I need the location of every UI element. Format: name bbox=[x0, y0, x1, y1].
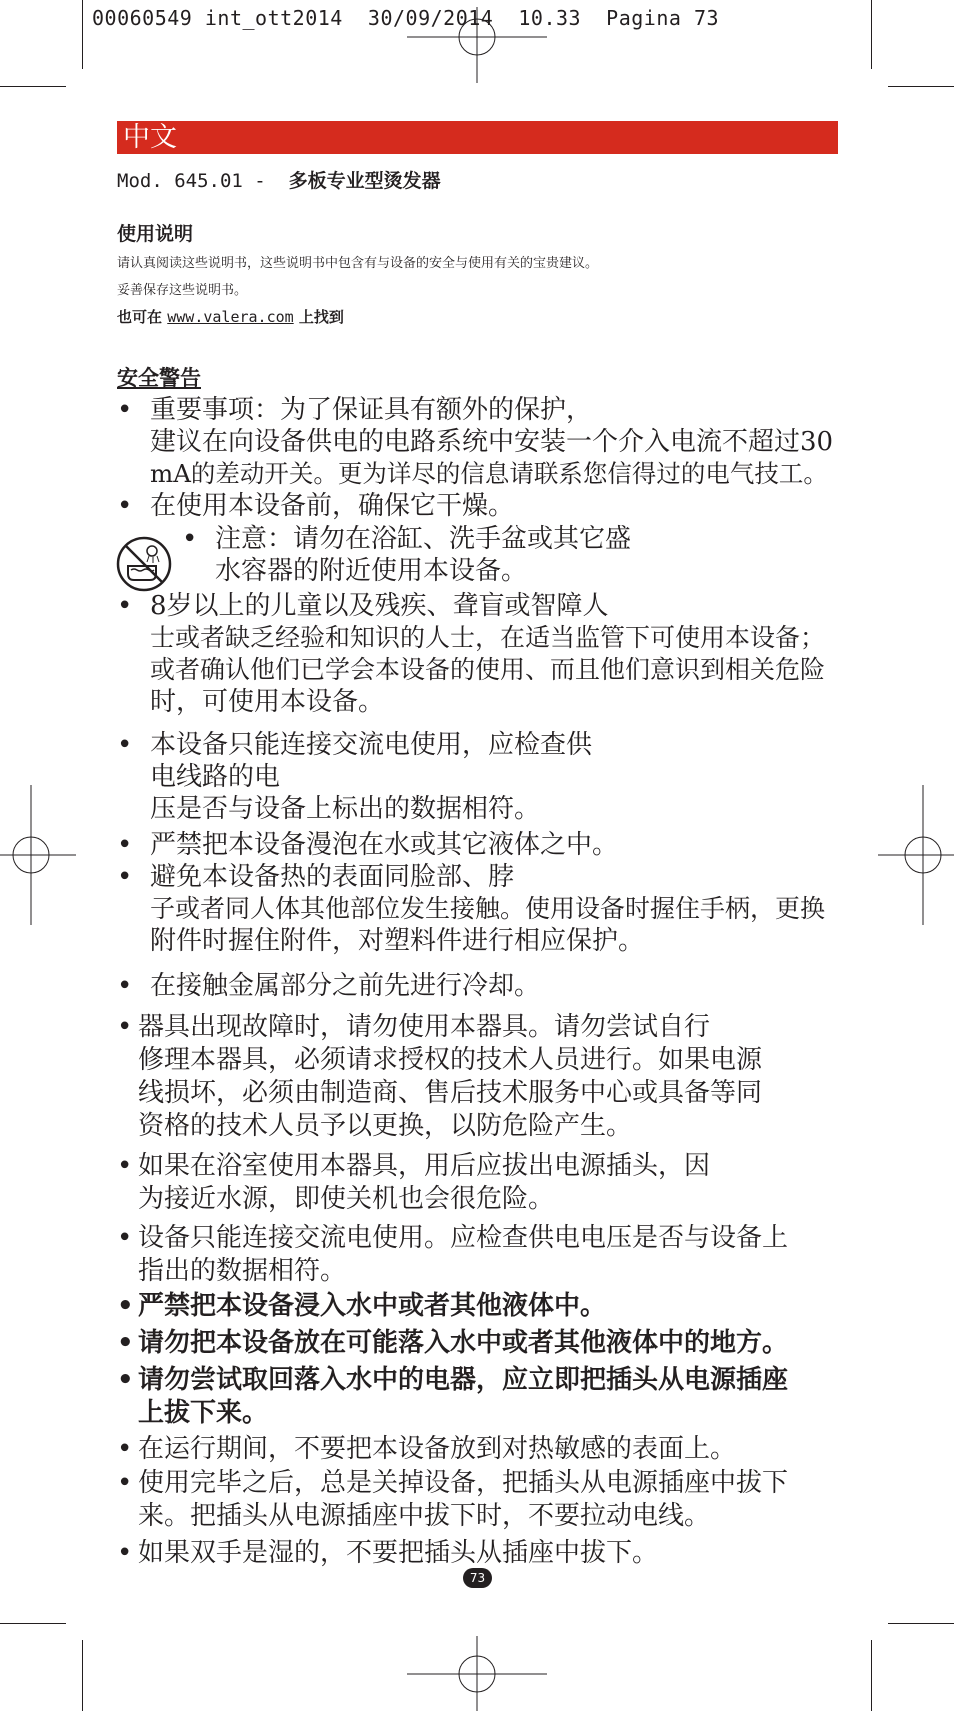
bullet: • bbox=[117, 1328, 134, 1358]
intro-text: 请认真阅读这些说明书，这些说明书中包含有与设备的安全与使用有关的宝贵建议。 bbox=[117, 256, 599, 271]
print-slug: 00060549 int_ott2014 30/09/2014 10.33 Pagina 73 bbox=[92, 6, 720, 30]
crop-mark bbox=[871, 0, 872, 69]
safety-item-line: 压是否与设备上标出的数据相符。 bbox=[150, 794, 541, 824]
safety-item-line: 水容器的附近使用本设备。 bbox=[215, 556, 528, 586]
manual-title: 使用说明 bbox=[117, 223, 194, 245]
safety-item-line: 士或者缺乏经验和知识的人士，在适当监管下可使用本设备； bbox=[150, 623, 826, 652]
safety-item-line: 使用完毕之后，总是关掉设备，把插头从电源插座中拔下 bbox=[138, 1468, 789, 1498]
page-number: 73 bbox=[463, 1568, 492, 1588]
safety-item-line: 重要事项：为了保证具有额外的保护， bbox=[150, 395, 593, 425]
bullet: • bbox=[117, 1151, 133, 1181]
intro-text: 妥善保存这些说明书。 bbox=[117, 283, 248, 298]
safety-item-line: 电线路的电 bbox=[150, 762, 281, 792]
safety-item-line: 注意：请勿在浴缸、洗手盆或其它盛 bbox=[215, 524, 632, 554]
safety-item-line: 线损坏，必须由制造商、售后技术服务中心或具备等同 bbox=[138, 1078, 763, 1108]
bullet: • bbox=[117, 491, 133, 521]
bullet: • bbox=[117, 1223, 133, 1253]
bullet: • bbox=[117, 730, 133, 760]
safety-item-line: 或者确认他们已学会本设备的使用、而且他们意识到相关危险 bbox=[150, 655, 826, 684]
safety-item-line: 如果双手是湿的，不要把插头从插座中拔下。 bbox=[138, 1538, 659, 1568]
crop-mark bbox=[0, 1623, 66, 1624]
website-prefix: 也可在 bbox=[117, 308, 163, 326]
crop-mark bbox=[871, 1640, 872, 1711]
safety-item-line: mA的差动开关。更为详尽的信息请联系您信得过的电气技工。 bbox=[150, 459, 828, 488]
safety-item-line: 资格的技术人员予以更换，以防危险产生。 bbox=[138, 1111, 633, 1141]
bullet: • bbox=[117, 591, 133, 621]
crop-mark bbox=[888, 1623, 954, 1624]
safety-item-line: 子或者同人体其他部位发生接触。使用设备时握住手柄，更换 bbox=[150, 894, 826, 923]
website-suffix: 上找到 bbox=[298, 308, 344, 326]
registration-mark-right bbox=[878, 785, 954, 925]
bullet: • bbox=[117, 862, 133, 892]
safety-item-line: 严禁把本设备漫泡在水或其它液体之中。 bbox=[150, 830, 619, 860]
safety-item-line: 8岁以上的儿童以及残疾、聋盲或智障人 bbox=[150, 591, 609, 621]
bullet: • bbox=[117, 1434, 133, 1464]
registration-mark-bottom bbox=[407, 1636, 547, 1711]
safety-item-line: 请勿把本设备放在可能落入水中或者其他液体中的地方。 bbox=[138, 1328, 789, 1358]
bullet: • bbox=[117, 395, 133, 425]
crop-mark bbox=[0, 86, 66, 87]
bullet: • bbox=[117, 1365, 134, 1395]
safety-item-line: 附件时握住附件，对塑料件进行相应保护。 bbox=[150, 926, 645, 956]
safety-item-line: 在运行期间，不要把本设备放到对热敏感的表面上。 bbox=[138, 1434, 737, 1464]
language-bar bbox=[117, 121, 838, 154]
bullet: • bbox=[117, 1291, 134, 1321]
website-link[interactable]: www.valera.com bbox=[167, 308, 294, 326]
safety-item-line: 严禁把本设备浸入水中或者其他液体中。 bbox=[138, 1291, 607, 1321]
safety-item-line: 在使用本设备前，确保它干燥。 bbox=[150, 491, 515, 521]
language-label: 中文 bbox=[123, 122, 177, 153]
crop-mark bbox=[888, 86, 954, 87]
model-line bbox=[117, 166, 441, 193]
safety-title: 安全警告 bbox=[117, 366, 201, 390]
crop-mark bbox=[82, 1640, 83, 1711]
model-code: Mod. 645.01 - bbox=[117, 170, 266, 192]
safety-item-line: 为接近水源，即使关机也会很危险。 bbox=[138, 1184, 555, 1214]
safety-item-line: 本设备只能连接交流电使用，应检查供 bbox=[150, 730, 593, 760]
safety-item-line: 在接触金属部分之前先进行冷却。 bbox=[150, 971, 541, 1001]
safety-item-line: 上拔下来。 bbox=[138, 1398, 269, 1428]
model-name: 多板专业型烫发器 bbox=[288, 170, 441, 192]
registration-mark-left bbox=[0, 785, 76, 925]
safety-item-line: 修理本器具，必须请求授权的技术人员进行。如果电源 bbox=[138, 1045, 763, 1075]
bullet: • bbox=[117, 971, 133, 1001]
safety-item-line: 器具出现故障时，请勿使用本器具。请勿尝试自行 bbox=[138, 1012, 711, 1042]
safety-item-line: 避免本设备热的表面同脸部、脖 bbox=[150, 862, 515, 892]
safety-item-line: 来。把插头从电源插座中拔下时，不要拉动电线。 bbox=[138, 1501, 711, 1531]
safety-item-line: 指出的数据相符。 bbox=[138, 1256, 347, 1286]
bullet: • bbox=[182, 524, 198, 554]
bullet: • bbox=[117, 1538, 133, 1568]
safety-item-line: 如果在浴室使用本器具，用后应拔出电源插头，因 bbox=[138, 1151, 711, 1181]
bullet: • bbox=[117, 1468, 133, 1498]
bullet: • bbox=[117, 1012, 133, 1042]
safety-item-line: 时，可使用本设备。 bbox=[150, 687, 385, 717]
safety-item-line: 建议在向设备供电的电路系统中安装一个介入电流不超过30 bbox=[150, 427, 834, 457]
crop-mark bbox=[82, 0, 83, 69]
no-bath-icon bbox=[116, 536, 172, 592]
website-line bbox=[117, 306, 344, 327]
safety-item-line: 请勿尝试取回落入水中的电器，应立即把插头从电源插座 bbox=[138, 1365, 789, 1395]
bullet: • bbox=[117, 830, 133, 860]
safety-item-line: 设备只能连接交流电使用。应检查供电电压是否与设备上 bbox=[138, 1223, 789, 1253]
